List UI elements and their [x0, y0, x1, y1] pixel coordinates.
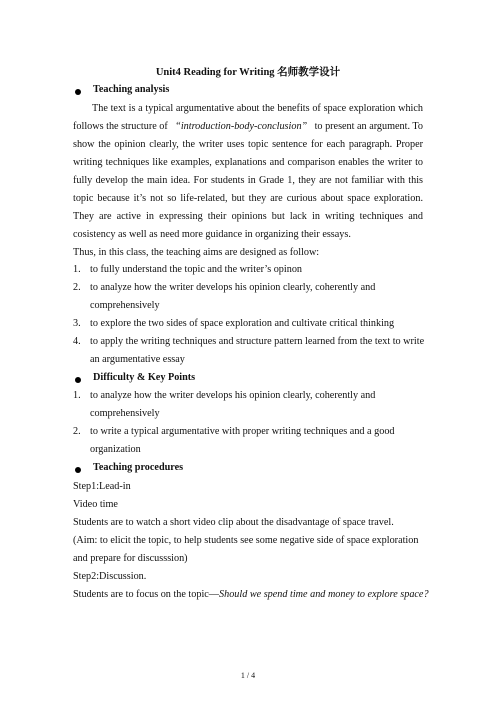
key-point-number: 2. — [73, 426, 81, 437]
analysis-line-4: writing techniques like examples, explanations and comparison enables the writer to — [73, 157, 423, 168]
analysis-line-7: They are active in expressing their opinions but lack in writing techniques and — [73, 211, 423, 222]
aim-number: 1. — [73, 264, 81, 275]
page-number: 1 / 4 — [240, 671, 256, 680]
analysis-line-5: fully develop the main idea. For students in Grade 1, they are not familiar with this — [73, 175, 423, 186]
aim-item: to analyze how the writer develops his opinion clearly, coherently and — [90, 282, 376, 293]
aim-number: 3. — [73, 318, 81, 329]
bullet-icon — [75, 89, 81, 95]
bullet-icon — [75, 467, 81, 473]
procedure-line: and prepare for discusssion) — [73, 553, 188, 564]
aim-number: 2. — [73, 282, 81, 293]
aim-item: an argumentative essay — [90, 354, 185, 365]
key-point-item: to write a typical argumentative with proper writing techniques and a good — [90, 426, 395, 437]
procedure-line-topic — [73, 588, 429, 602]
bullet-icon — [75, 377, 81, 383]
analysis-text: follows the structure of — [73, 121, 168, 132]
analysis-structure: “introduction-body-conclusion” — [175, 121, 308, 132]
analysis-line-9: Thus, in this class, the teaching aims are designed as follow: — [73, 247, 320, 258]
analysis-line-6: topic because it’s not so life-related, but they are curious about space exploration. — [73, 193, 423, 204]
aim-item: comprehensively — [90, 300, 160, 311]
procedure-line: (Aim: to elicit the topic, to help students see some negative side of space exploration — [73, 535, 419, 546]
procedure-line: Students are to watch a short video clip about the disadvantage of space travel. — [73, 517, 394, 528]
page-title: Unit4 Reading for Writing 名师教学设计 — [155, 67, 341, 78]
procedure-line: Step1:Lead-in — [73, 481, 131, 492]
key-point-item: comprehensively — [90, 408, 160, 419]
section-heading-procedures: Teaching procedures — [93, 462, 184, 473]
analysis-text: to present an argument. To — [314, 121, 423, 132]
key-point-item: to analyze how the writer develops his opinion clearly, coherently and — [90, 390, 376, 401]
analysis-line-3: show the opinion clearly, the writer uses topic sentence for each paragraph. Proper — [73, 139, 423, 150]
analysis-line-1: The text is a typical argumentative about the benefits of space exploration which — [92, 103, 423, 114]
key-point-number: 1. — [73, 390, 81, 401]
section-heading-analysis: Teaching analysis — [93, 84, 170, 95]
analysis-line-2 — [73, 120, 423, 134]
procedure-text: Students are to focus on the topic— — [73, 589, 219, 600]
aim-item: to fully understand the topic and the writer’s opinon — [90, 264, 303, 275]
procedure-line: Step2:Discussion. — [73, 571, 147, 582]
discussion-question: Should we spend time and money to explore space? — [219, 589, 429, 600]
section-heading-difficulty: Difficulty & Key Points — [93, 372, 196, 383]
procedure-line: Video time — [73, 499, 118, 510]
analysis-line-8: cosistency as well as need more guidance in organizing their essays. — [73, 229, 351, 240]
key-point-item: organization — [90, 444, 141, 455]
aim-number: 4. — [73, 336, 81, 347]
aim-item: to explore the two sides of space exploration and cultivate critical thinking — [90, 318, 395, 329]
aim-item: to apply the writing techniques and structure pattern learned from the text to write — [90, 336, 425, 347]
